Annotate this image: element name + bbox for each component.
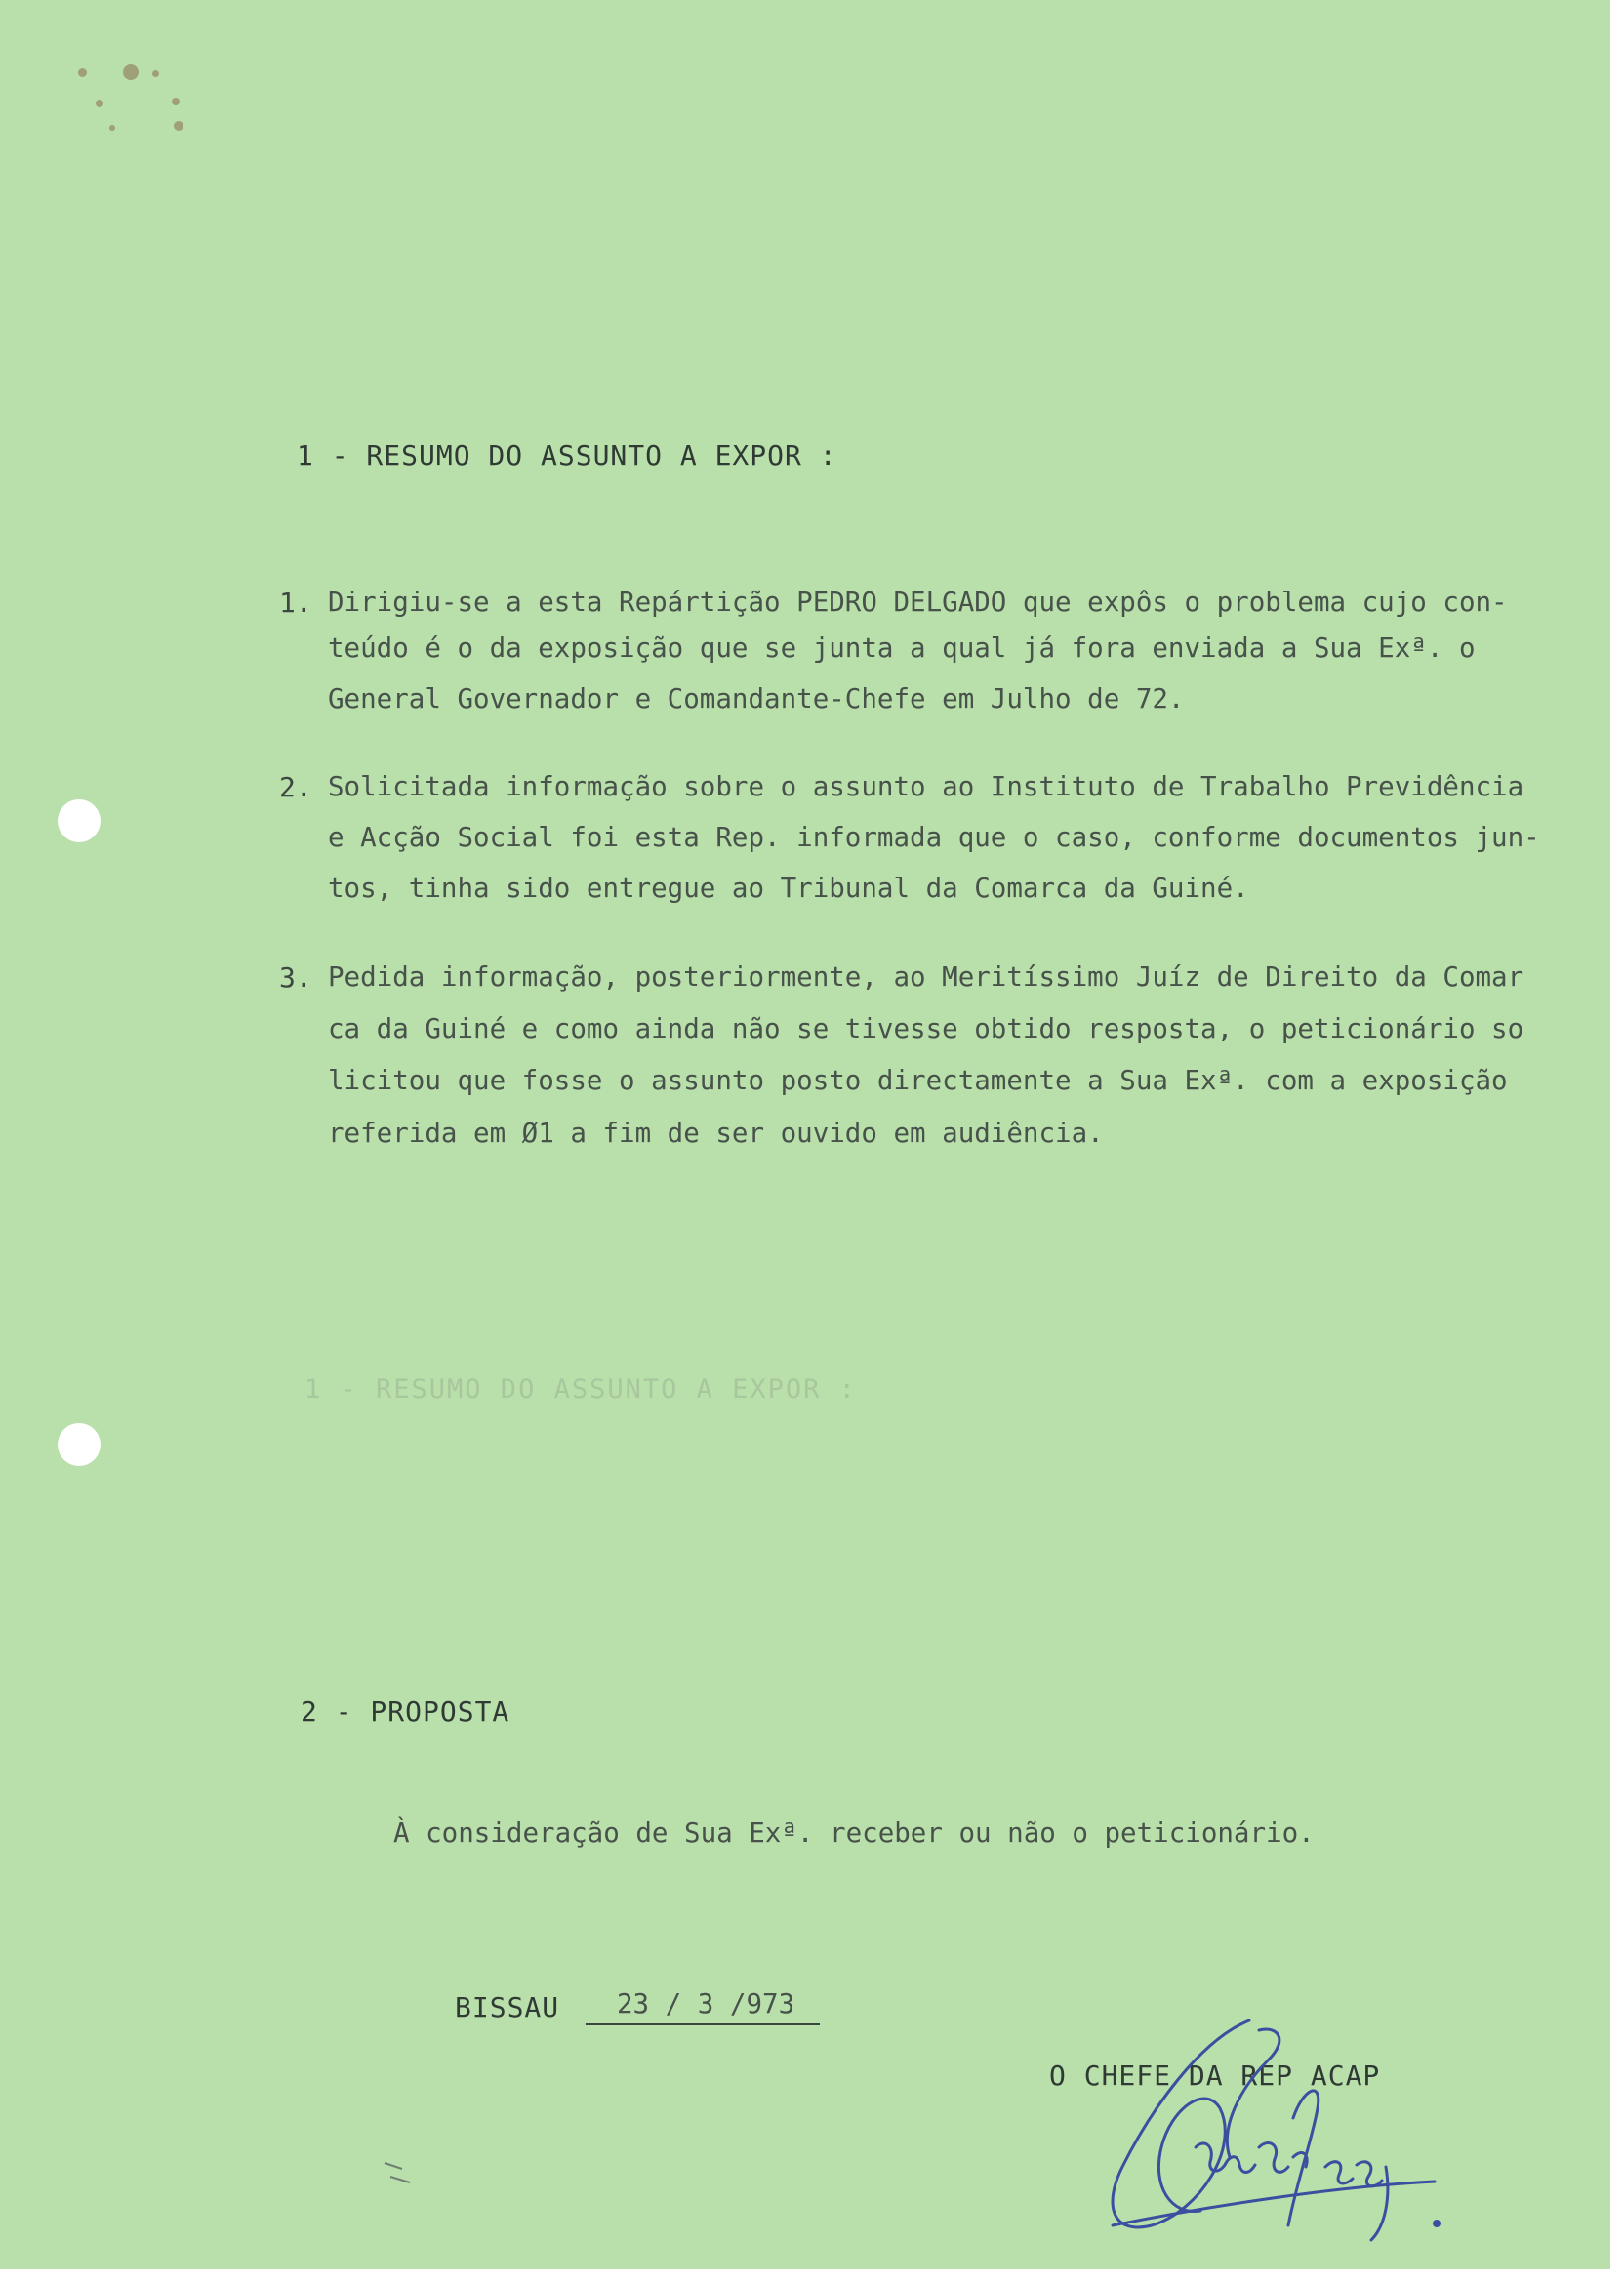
item-3-line-4: referida em Ø1 a fim de ser ouvido em audiência. bbox=[328, 1118, 1104, 1149]
item-3-line-1: Pedida informação, posteriormente, ao Meritíssimo Juíz de Direito da Comar bbox=[328, 961, 1524, 993]
item-1-line-2: teúdo é o da exposição que se junta a qual já fora enviada a Sua Exª. o bbox=[328, 632, 1476, 664]
item-1-line-1: Dirigiu-se a esta Repártição PEDRO DELGADO que expôs o problema cujo con- bbox=[328, 587, 1508, 618]
stain-mark bbox=[78, 68, 87, 77]
item-1-number: 1. bbox=[279, 587, 312, 619]
item-1-line-3: General Governador e Comandante-Chefe em Julho de 72. bbox=[328, 683, 1185, 714]
item-3-line-3: licitou que fosse o assunto posto directamente a Sua Exª. com a exposição bbox=[328, 1065, 1508, 1096]
item-2-line-2: e Acção Social foi esta Rep. informada que o caso, conforme documentos jun- bbox=[328, 822, 1540, 853]
stain-mark bbox=[109, 125, 115, 131]
date-underline bbox=[586, 2023, 820, 2025]
stain-mark bbox=[152, 70, 159, 77]
stain-mark bbox=[96, 100, 103, 107]
section-1-heading: 1 - RESUMO DO ASSUNTO A EXPOR : bbox=[297, 439, 837, 471]
pencil-mark bbox=[381, 2157, 420, 2186]
item-2-line-1: Solicitada informação sobre o assunto ao Instituto de Trabalho Previdência bbox=[328, 771, 1524, 802]
section-2-heading: 2 - PROPOSTA bbox=[301, 1695, 510, 1728]
punch-hole-bottom bbox=[58, 1423, 101, 1466]
item-2-number: 2. bbox=[279, 771, 312, 803]
date-value: 23 / 3 /973 bbox=[617, 1988, 795, 2019]
proposal-text: À consideração de Sua Exª. receber ou não o peticionário. bbox=[393, 1817, 1315, 1849]
item-3-line-2: ca da Guiné e como ainda não se tivesse obtido resposta, o peticionário so bbox=[328, 1013, 1524, 1044]
item-3-number: 3. bbox=[279, 961, 312, 994]
place-label: BISSAU bbox=[455, 1991, 560, 2023]
stain-mark bbox=[123, 64, 139, 80]
show-through-heading: 1 - RESUMO DO ASSUNTO A EXPOR : bbox=[304, 1374, 857, 1405]
handwritten-signature bbox=[1093, 2001, 1464, 2264]
punch-hole-top bbox=[58, 799, 101, 842]
signatory-title: O CHEFE DA REP ACAP bbox=[1049, 2060, 1381, 2092]
stain-mark bbox=[174, 121, 183, 131]
item-2-line-3: tos, tinha sido entregue ao Tribunal da Comarca da Guiné. bbox=[328, 873, 1249, 904]
stain-mark bbox=[172, 98, 180, 105]
